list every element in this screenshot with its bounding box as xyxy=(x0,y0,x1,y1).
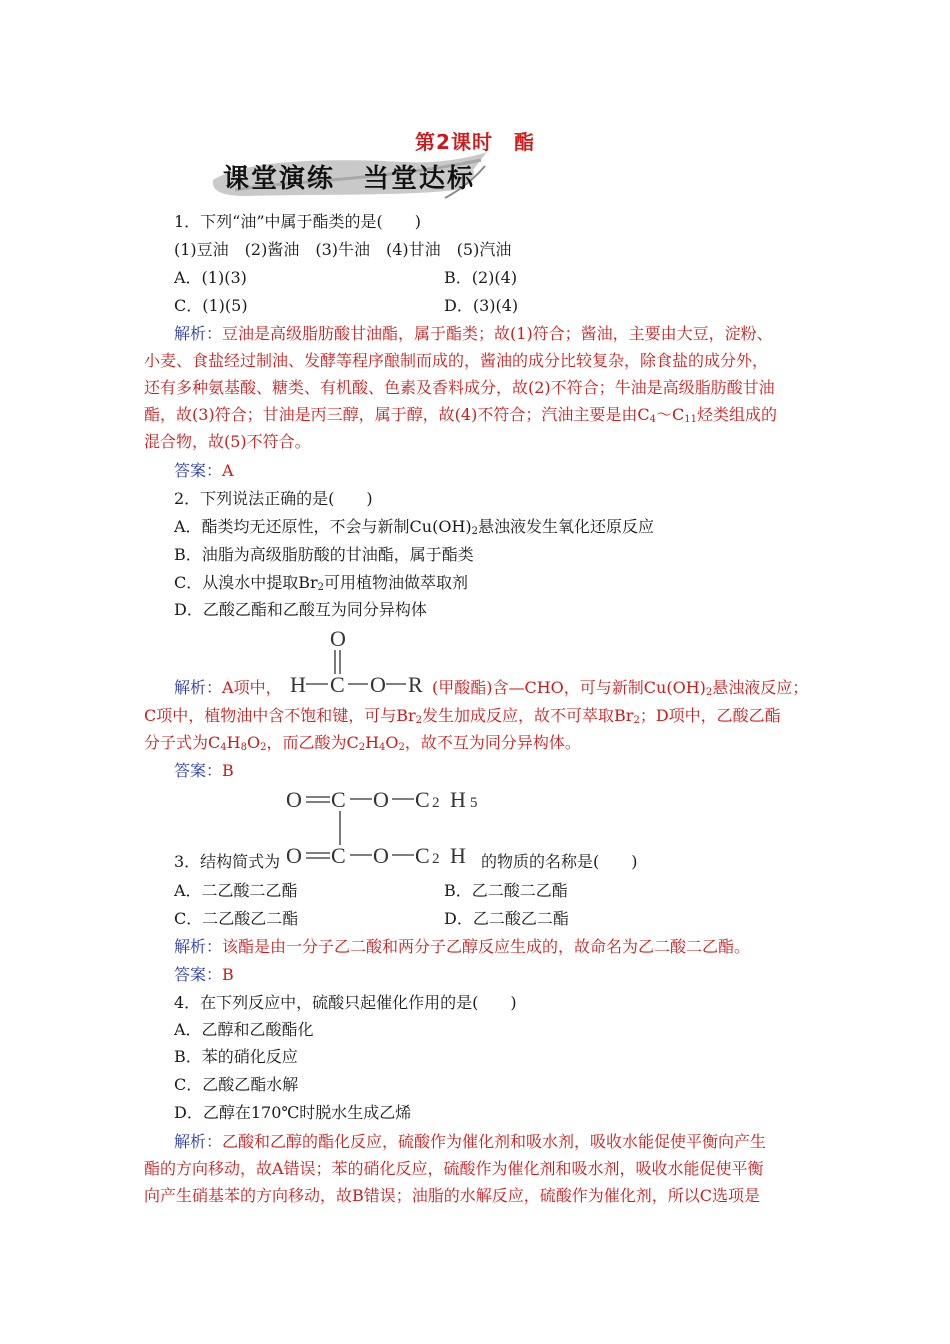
section-banner: 课堂演练 当堂达标 xyxy=(223,164,476,194)
q2-answer: 答案：B xyxy=(174,761,234,780)
q2-analysis-line-3: 分子式为$C_4H_8O_2$，而乙酸为$C_2H_4O_2$，故不互为同分异构体。 xyxy=(144,733,581,753)
q3-option-b: B．乙二酸二乙酯 xyxy=(444,881,568,900)
formate-ester-structure: O H C O R xyxy=(290,626,423,697)
q1-analysis-line-2: 小麦、食盐经过制油、发酵等程序酿制而成的，酱油的成分比较复杂，除食盐的成分外， xyxy=(144,351,769,370)
q4-stem: 4．在下列反应中，硫酸只起催化作用的是( ) xyxy=(174,993,517,1012)
q1-stem: 1．下列“油”中属于酯类的是( ) xyxy=(174,212,422,231)
q1-option-b: B．(2)(4) xyxy=(444,268,518,287)
q1-analysis-line-5: 混合物，故(5)不符合。 xyxy=(144,432,311,451)
q3-stem-b: 的物质的名称是( ) xyxy=(481,852,638,871)
q3-stem-a: 3．结构简式为 xyxy=(174,852,281,871)
q3-answer: 答案：B xyxy=(174,965,234,984)
q3-analysis: 解析：该酯是由一分子乙二酸和两分子乙醇反应生成的，故命名为乙二酸二乙酯。 xyxy=(174,937,751,956)
q1-analysis-line-4: 酯，故(3)符合；甘油是丙三醇，属于醇，故(4)不符合；汽油主要是由$C_4\sim C_{11}$烃类组成的 xyxy=(144,405,777,425)
q1-option-d: D．(3)(4) xyxy=(444,296,519,315)
q3-option-d: D．乙二酸乙二酯 xyxy=(444,909,569,928)
q2-option-c: C．从溴水中提取$Br_2$可用植物油做萃取剂 xyxy=(174,573,469,593)
q2-analysis-line-2: C项中，植物油中含不饱和键，可与$Br_2$发生加成反应，故不可萃取$Br_2$；D项中，乙酸乙酯 xyxy=(144,706,781,726)
q4-analysis-line-3: 向产生硝基苯的方向移动，故B错误；油脂的水解反应，硫酸作为催化剂，所以C选项是 xyxy=(144,1186,761,1205)
q1-items: (1)豆油 (2)酱油 (3)牛油 (4)甘油 (5)汽油 xyxy=(174,240,512,259)
q4-analysis-line-1: 解析：乙酸和乙醇的酯化反应，硫酸作为催化剂和吸水剂，吸收水能促使平衡向产生 xyxy=(174,1132,767,1151)
q1-option-a: A．(1)(3) xyxy=(174,268,247,287)
oxalate-ester-structure: O C O C 2 H 5 O C O C 2 H xyxy=(286,787,478,868)
q1-answer: 答案：A xyxy=(174,461,234,480)
q3-option-c: C．二乙酸乙二酯 xyxy=(174,909,299,928)
q4-option-a: A．乙醇和乙酸酯化 xyxy=(174,1020,314,1039)
q2-option-b: B．油脂为高级脂肪酸的甘油酯，属于酯类 xyxy=(174,545,474,564)
q4-option-b: B．苯的硝化反应 xyxy=(174,1047,298,1066)
q1-analysis-line-1: 解析：豆油是高级脂肪酸甘油酯，属于酯类；故(1)符合；酱油，主要由大豆，淀粉、 xyxy=(174,324,773,343)
q4-analysis-line-2: 酯的方向移动，故A错误；苯的硝化反应，硫酸作为催化剂和吸水剂，吸收水能促使平衡 xyxy=(144,1159,764,1178)
q2-analysis-line-1b: (甲酸酯)含—CHO，可与新制$Cu(OH)_2$悬浊液反应； xyxy=(432,678,809,698)
page-title: 第2课时 酯 xyxy=(415,130,535,154)
q2-option-a: A．酯类均无还原性，不会与新制$Cu(OH)_2$悬浊液发生氧化还原反应 xyxy=(174,517,655,537)
q2-stem: 2．下列说法正确的是( ) xyxy=(174,489,373,508)
q4-option-d: D．乙醇在170℃时脱水生成乙烯 xyxy=(174,1103,412,1122)
q3-option-a: A．二乙酸二乙酯 xyxy=(174,881,298,900)
q1-option-c: C．(1)(5) xyxy=(174,296,248,315)
q4-option-c: C．乙酸乙酯水解 xyxy=(174,1075,299,1094)
q2-option-d: D．乙酸乙酯和乙酸互为同分异构体 xyxy=(174,600,427,619)
q1-analysis-line-3: 还有多种氨基酸、糖类、有机酸、色素及香料成分，故(2)不符合；牛油是高级脂肪酸甘油 xyxy=(144,378,775,397)
q2-analysis-line-1a: 解析：A项中， xyxy=(174,678,282,697)
